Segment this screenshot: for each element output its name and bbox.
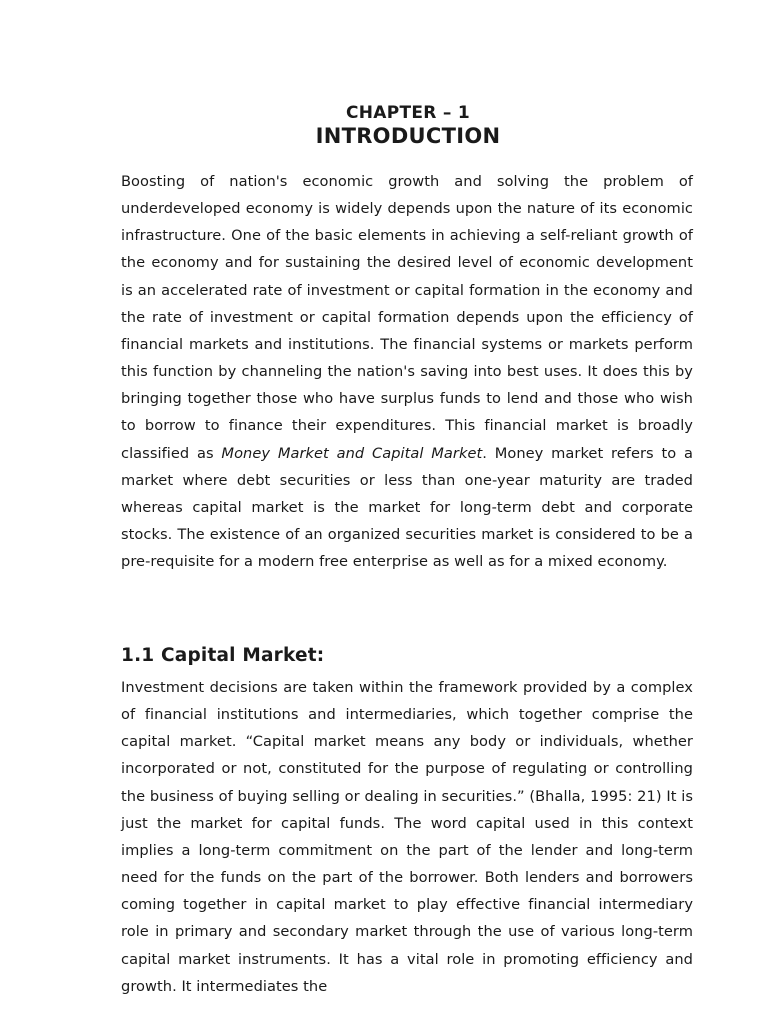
chapter-title: INTRODUCTION xyxy=(315,124,501,148)
intro-text-end: . Money market refers to a market where debt securities or less than one-year maturity are traded whereas capital market is the market for long-term debt and corporate stocks. The existence of an organized securities market is considered to be a pre-requisite for a modern free enterprise as well as for a mixed economy. xyxy=(121,444,693,571)
intro-text-start: Boosting of nation's economic growth and solving the problem of underdeveloped economy is widely depends upon the nature of its economic infrastructure. One of the basic elements in achieving a self-reliant growth of the economy and for sustaining the desired level of economic development is an accelerated rate of investment or capital formation in the economy and the rate of investment or capital formation depends upon the efficiency of financial markets and institutions. The financial systems or markets perform this function by channeling the nation's saving into best uses. It does this by bringing together those who have surplus funds to lend and those who wish to borrow to finance their expenditures. This financial market is broadly classified as xyxy=(121,173,693,462)
capital-market-paragraph: Investment decisions are taken within the framework provided by a complex of financial institutions and intermediaries, which together comprise the capital market. “Capital market means any body or individuals, whether incorporated or not, constituted for the purpose of regulating or controlling the business of buying selling or dealing in securities.” (Bhalla, 1995: 21) It is just the market for capital funds. The word capital used in this context implies a long-term commitment on the part of the lender and long-term need for the funds on the part of the borrower. Both lenders and borrowers coming together in capital market to play effective financial intermediary role in primary and secondary market through the use of various long-term capital market instruments. It has a vital role in promoting efficiency and growth. It intermediates the xyxy=(121,679,693,995)
intro-emphasis: Money Market and Capital Market xyxy=(221,444,483,462)
section-heading: 1.1 Capital Market: xyxy=(121,645,325,666)
intro-paragraph xyxy=(121,168,693,575)
chapter-label: CHAPTER – 1 xyxy=(345,103,471,123)
